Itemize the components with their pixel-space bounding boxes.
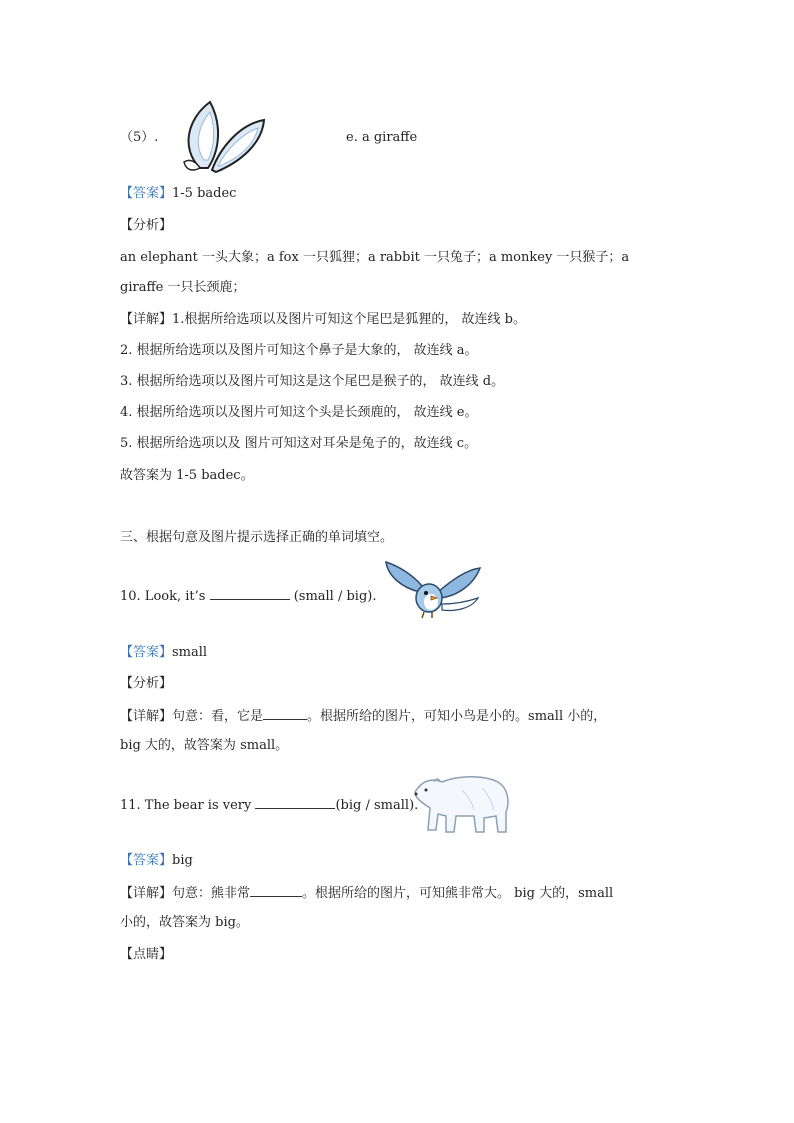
answer-tag: 【答案】 xyxy=(120,186,173,201)
detail-line-3: 3. 根据所给选项以及图片可知这是这个尾巴是猴子的， 故连线 d。 xyxy=(120,374,505,389)
tip-row xyxy=(120,945,172,965)
detail-text: 1.根据所给选项以及图片可知这个尾巴是狐狸的， 故连线 b。 xyxy=(172,312,527,327)
bird-picture xyxy=(382,558,482,624)
detail-tag: 【详解】 xyxy=(120,709,173,724)
answer-text: big xyxy=(172,853,193,868)
detail-line-2: 2. 根据所给选项以及图片可知这个鼻子是大象的， 故连线 a。 xyxy=(120,343,478,358)
blank-detail-11 xyxy=(250,882,302,897)
question-11 xyxy=(120,794,418,816)
question-10-prefix: 10. Look, it’s xyxy=(120,589,210,604)
question-10-suffix: (small / big). xyxy=(289,589,377,604)
analysis-row-10 xyxy=(120,674,172,694)
detail-row-10 xyxy=(120,705,606,727)
rabbit-ears-picture xyxy=(170,98,270,176)
detail-text: 。根据所给的图片，可知小鸟是小的。small 小的， xyxy=(307,709,607,724)
detail-text: 句意：看，它是 xyxy=(172,709,264,724)
tip-tag: 【点睛】 xyxy=(120,947,173,962)
vocab-line-2: giraffe 一只长颈鹿； xyxy=(120,280,246,295)
analysis-tag: 【分析】 xyxy=(120,676,173,691)
blank-11 xyxy=(255,794,335,809)
detail-row-11 xyxy=(120,882,613,904)
detail-text: 句意：熊非常 xyxy=(172,886,251,901)
detail-tag: 【详解】 xyxy=(120,312,173,327)
detail-text: 。根据所给的图片，可知熊非常大。 big 大的，small xyxy=(302,886,614,901)
answer-row-1 xyxy=(120,184,236,204)
polar-bear-picture xyxy=(412,770,512,836)
question-11-suffix: (big / small). xyxy=(335,798,419,813)
option-e: e. a giraffe xyxy=(346,130,418,145)
question-11-prefix: 11. The bear is very xyxy=(120,798,256,813)
detail-line-6: 故答案为 1-5 badec。 xyxy=(120,468,254,483)
question-10 xyxy=(120,585,376,607)
answer-row-11 xyxy=(120,851,193,871)
analysis-row-1 xyxy=(120,216,172,236)
analysis-tag: 【分析】 xyxy=(120,218,173,233)
detail-10-line-2: big 大的，故答案为 small。 xyxy=(120,738,289,753)
detail-tag: 【详解】 xyxy=(120,886,173,901)
detail-line-5: 5. 根据所给选项以及 图片可知这对耳朵是兔子的，故连线 c。 xyxy=(120,436,478,451)
answer-tag: 【答案】 xyxy=(120,645,173,660)
section-3-heading: 三、根据句意及图片提示选择正确的单词填空。 xyxy=(120,530,394,545)
detail-11-line-2: 小的，故答案为 big。 xyxy=(120,915,249,930)
answer-row-10 xyxy=(120,643,207,663)
detail-line-4: 4. 根据所给选项以及图片可知这个头是长颈鹿的， 故连线 e。 xyxy=(120,405,478,420)
vocab-line-1: an elephant 一头大象；a fox 一只狐狸；a rabbit 一只兔子；a monkey 一只猴子；a xyxy=(120,250,630,265)
answer-text: 1-5 badec xyxy=(172,186,237,201)
detail-row-1 xyxy=(120,310,526,330)
blank-10 xyxy=(210,585,290,600)
question-5-label: （5）. xyxy=(120,130,159,145)
answer-text: small xyxy=(172,645,208,660)
blank-detail-10 xyxy=(263,705,307,720)
answer-tag: 【答案】 xyxy=(120,853,173,868)
